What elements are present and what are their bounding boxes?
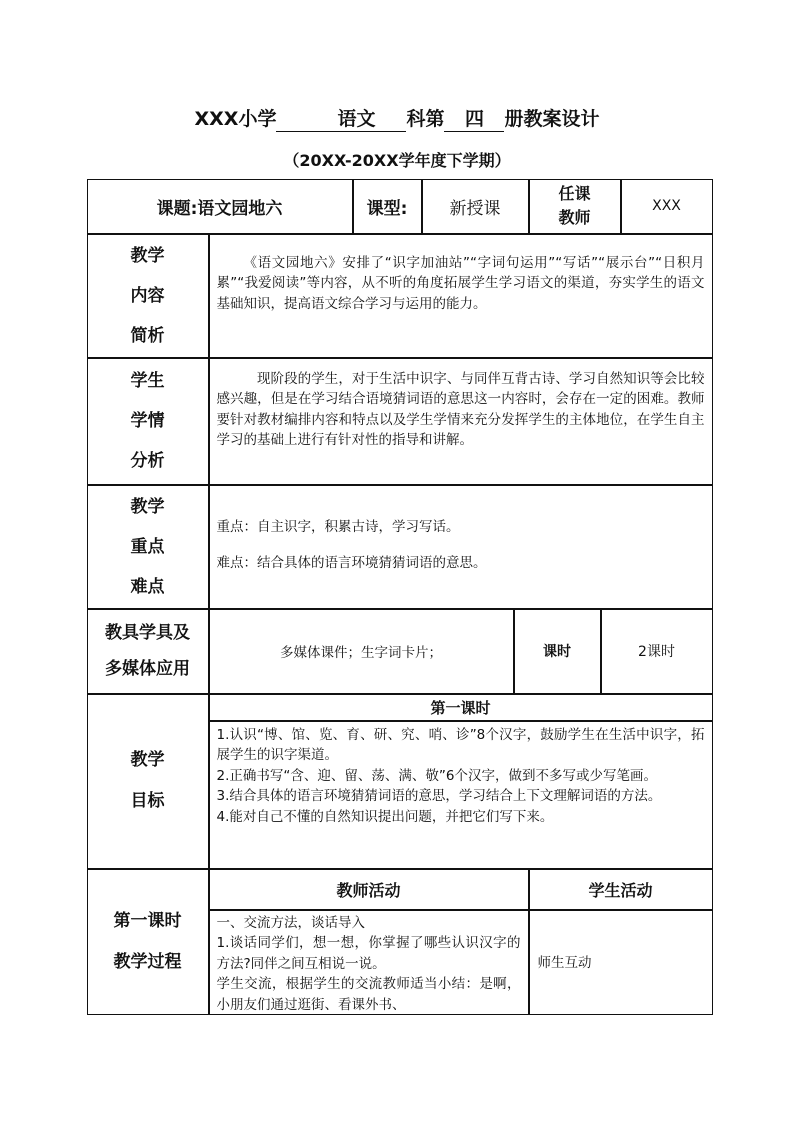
teacher-value-cell: XXX	[621, 179, 713, 234]
teacher-label-cell	[529, 179, 621, 234]
teacher-label-line-1: 任课	[558, 184, 591, 203]
student-label-2: 学情	[130, 411, 165, 431]
key-label-1: 教学	[130, 496, 165, 517]
student-analysis-cell	[209, 358, 713, 485]
process-label-2: 教学过程	[113, 951, 182, 972]
title-school: XXX小学	[194, 108, 277, 130]
teacher-activity-line: 一、交流方法，谈话导入	[216, 914, 365, 931]
title-subject: 语文	[306, 107, 406, 132]
hours-label-cell: 课时	[514, 609, 601, 694]
topic-cell: 课题:语文园地六	[87, 179, 353, 234]
page-title	[0, 104, 794, 132]
process-label	[87, 869, 209, 1015]
title-mid: 科第	[406, 108, 445, 130]
key-point-text: 重点：自主识字，积累古诗，学习写话。	[216, 518, 460, 535]
student-activity-cell	[529, 910, 713, 1015]
process-label-1: 第一课时	[113, 910, 182, 931]
goal-item: 3.结合具体的语言环境猜猜词语的意思，学习结合上下文理解词语的方法。	[216, 788, 662, 804]
page-subtitle: （20XX-20XX学年度下学期）	[283, 151, 511, 170]
teacher-activity-cell	[209, 910, 529, 1015]
goal-item: 1.认识“博、馆、览、育、研、究、哨、诊”8个汉字，鼓励学生在生活中识字，拓展学生的识字渠道。	[216, 726, 705, 763]
content-label-2: 内容	[130, 285, 165, 306]
content-label-3: 简析	[130, 325, 165, 346]
tools-label	[87, 609, 209, 694]
goals-list-cell	[209, 721, 713, 869]
title-volume: 四	[444, 107, 504, 132]
goals-list	[210, 722, 712, 828]
goal-item: 4.能对自己不懂的自然知识提出问题，并把它们写下来。	[216, 808, 554, 825]
teacher-activity-line: 1.谈话同学们，想一想，你掌握了哪些认识汉字的方法?同伴之间互相说一说。	[216, 935, 521, 972]
hours-value-cell: 2课时	[601, 609, 713, 694]
tools-label-1: 教具学具及	[105, 623, 190, 643]
key-label-3: 难点	[130, 576, 165, 597]
key-points-cell	[209, 485, 713, 609]
goals-label-2: 目标	[130, 791, 165, 811]
student-label-3: 分析	[130, 451, 165, 471]
teacher-activity-text	[210, 911, 528, 1015]
content-label-1: 教学	[130, 245, 165, 266]
key-label-2: 重点	[130, 536, 165, 557]
goal-item: 2.正确书写“含、迎、留、荡、满、敬”6个汉字，做到不多写或少写笔画。	[216, 767, 657, 784]
student-analysis-label	[87, 358, 209, 485]
tools-label-2: 多媒体应用	[105, 659, 190, 679]
lesson-plan-table	[87, 179, 713, 1015]
content-summary-text: 《语文园地六》安排了“识字加油站”“字词句运用”“写话”“展示台”“日积月累”“我爱阅读”等内容，从不听的角度拓展学生学习语文的渠道，夯实学生的语文基础知识，提高语文综合学习与运用的能力。	[216, 254, 705, 312]
content-summary-cell	[209, 234, 713, 358]
difficult-point-text: 难点：结合具体的语言环境猜猜词语的意思。	[216, 554, 487, 571]
type-label-cell: 课型:	[353, 179, 422, 234]
tools-value-cell: 多媒体课件；生字词卡片；	[209, 609, 514, 694]
teacher-activity-line: 学生交流，根据学生的交流教师适当小结：是啊，小朋友们通过逛街、看课外书、	[216, 976, 521, 1013]
teacher-activity-header: 教师活动	[209, 869, 529, 910]
content-summary-label	[87, 234, 209, 358]
student-label-1: 学生	[130, 371, 165, 391]
goals-label-1: 教学	[130, 750, 165, 770]
goals-period-title: 第一课时	[209, 694, 713, 721]
student-activity-header: 学生活动	[529, 869, 713, 910]
key-points-label	[87, 485, 209, 609]
student-activity-text: 师生互动	[537, 954, 592, 971]
title-end: 册教案设计	[504, 108, 600, 130]
goals-label	[87, 694, 209, 869]
type-value-cell: 新授课	[422, 179, 529, 234]
title-blank	[276, 107, 306, 132]
student-analysis-text: 现阶段的学生，对于生活中识字、与同伴互背古诗、学习自然知识等会比较感兴趣，但是在学习结合语境猜词语的意思这一内容时，会存在一定的困难。教师要针对教材编排内容和特点以及学生学情来充分发挥学生的主体地位，在学生自主学习的基础上进行有针对性的指导和讲解。	[216, 370, 705, 448]
teacher-label-line-2: 教师	[558, 208, 591, 227]
